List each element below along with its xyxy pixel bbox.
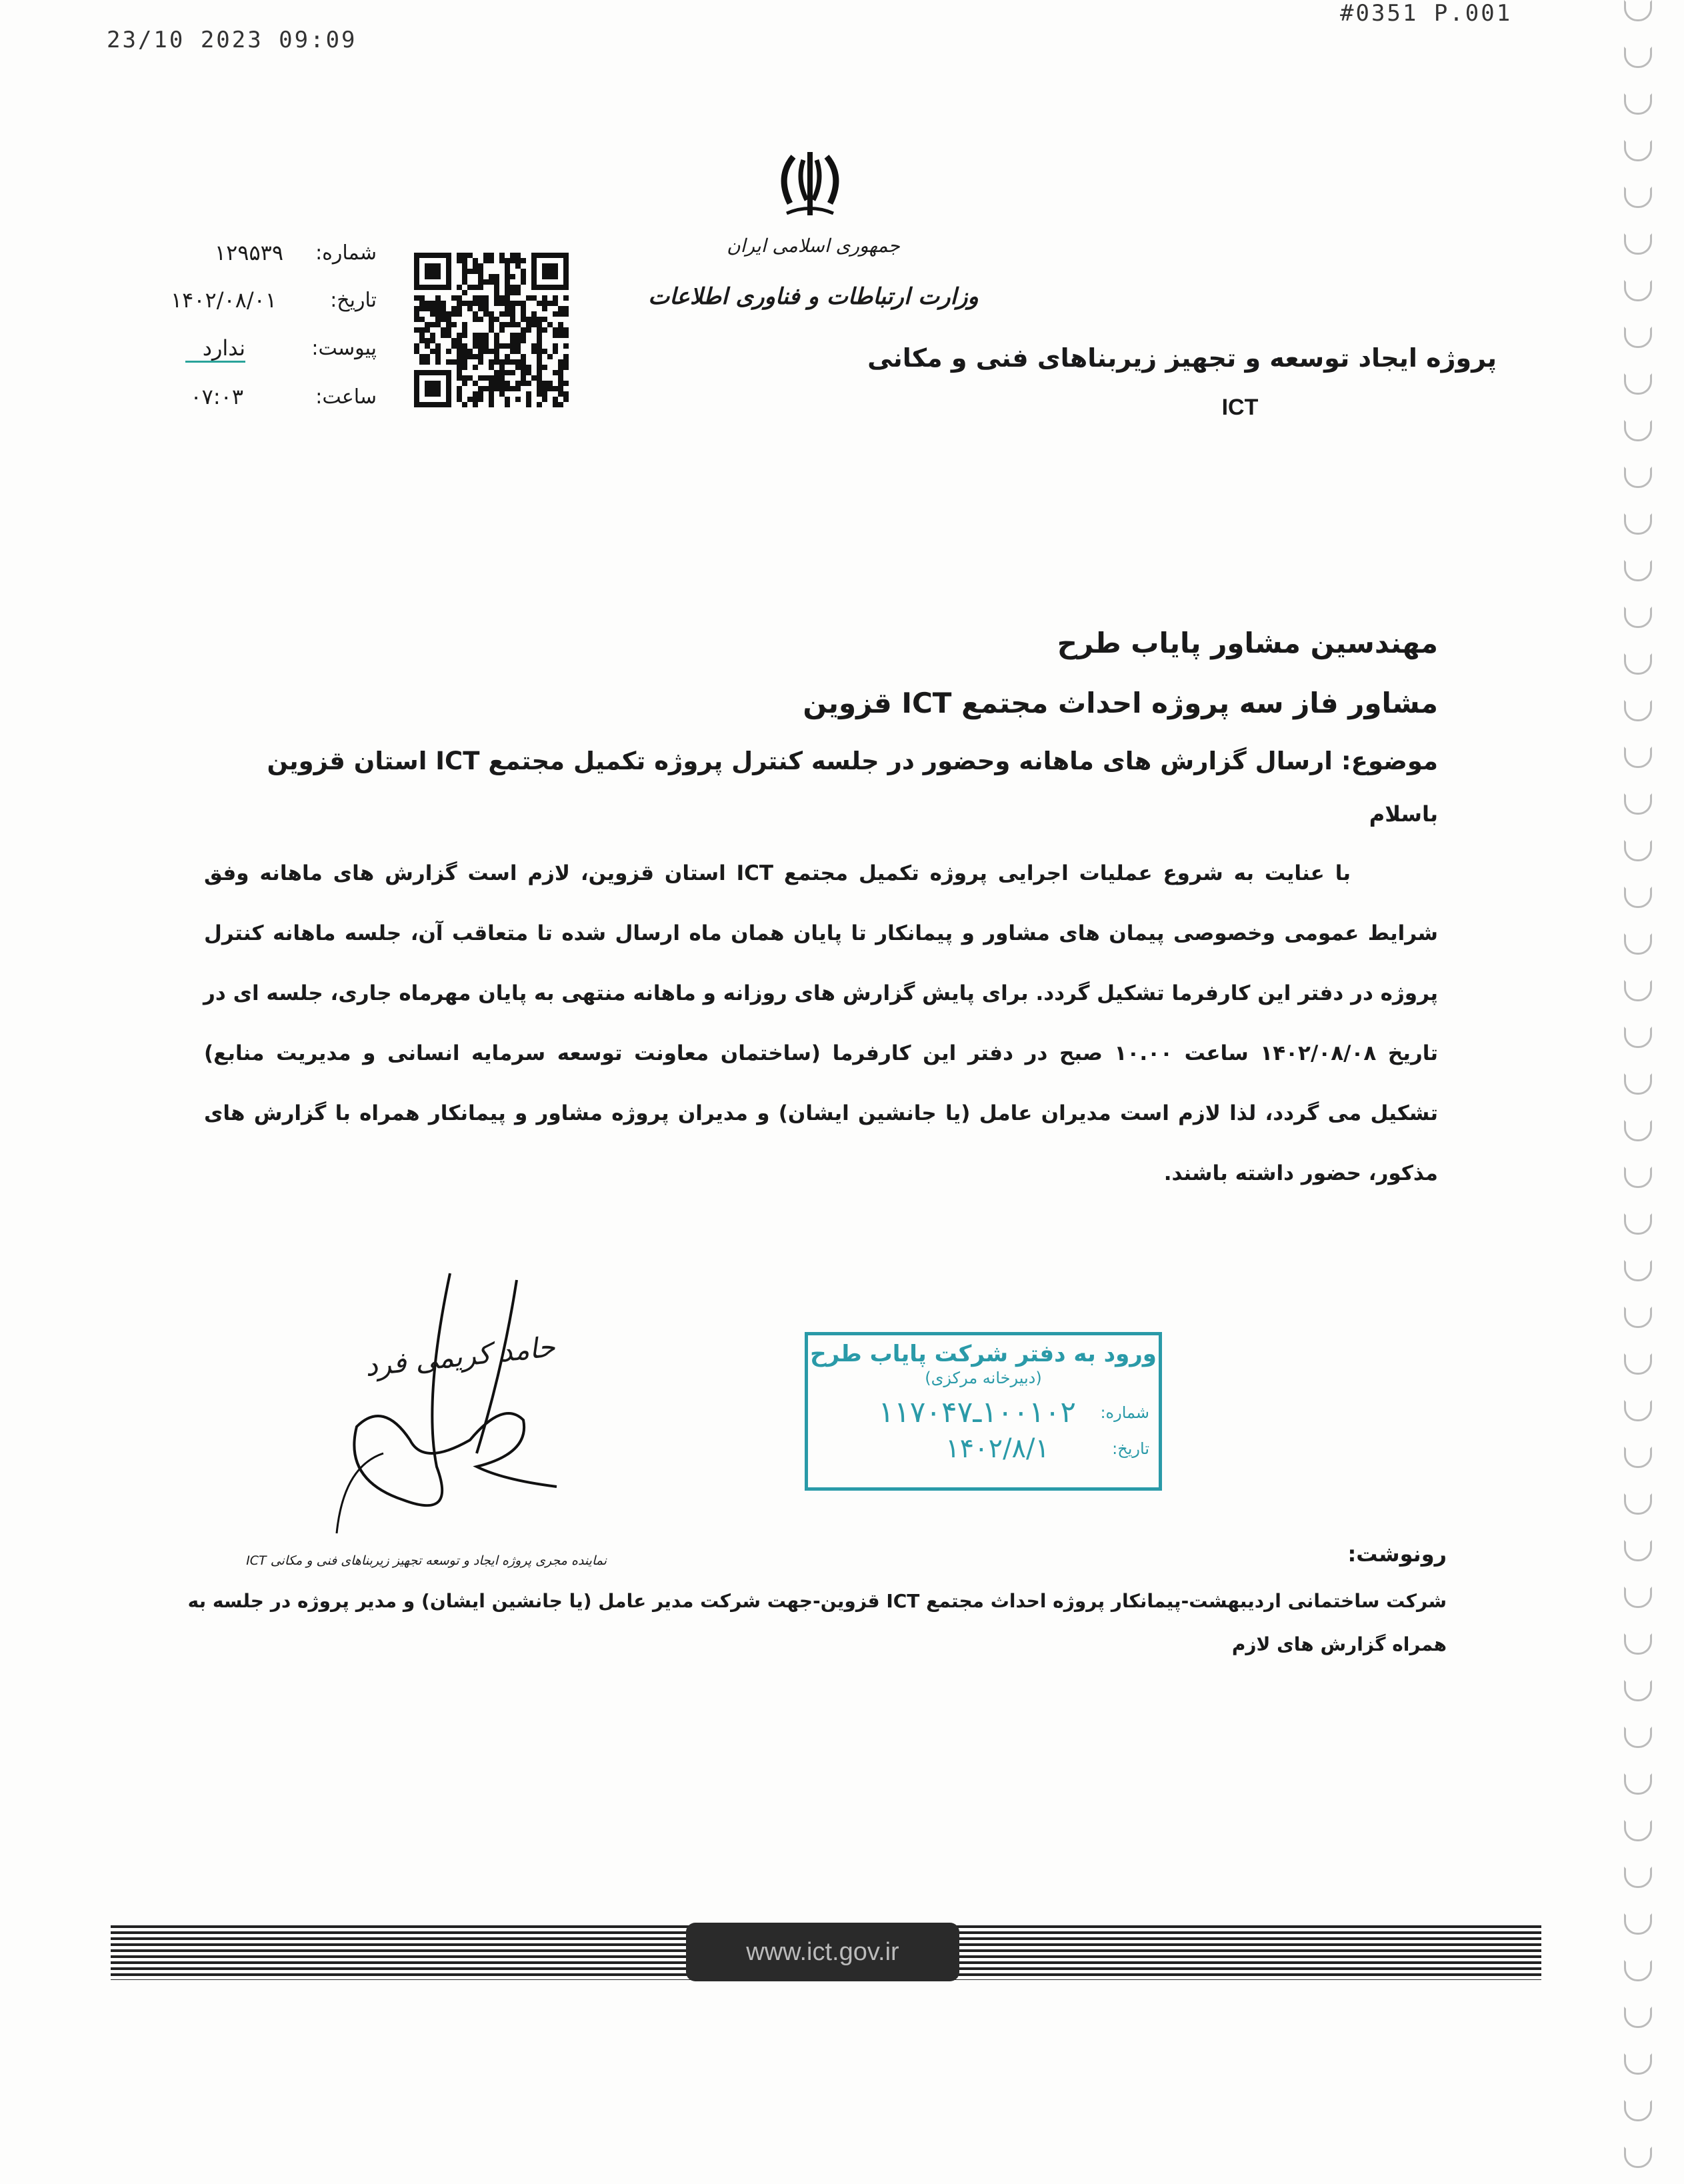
stamp-date: ۱۴۰۲/۸/۱ <box>945 1433 1049 1464</box>
perforation-hole <box>1624 607 1652 628</box>
perforation-hole <box>1624 933 1652 955</box>
iran-emblem-icon <box>767 147 853 227</box>
attachment-label: پیوست: <box>311 337 377 360</box>
perforation-hole <box>1624 980 1652 1001</box>
perforation-hole <box>1624 1680 1652 1701</box>
perforation-hole <box>1624 1587 1652 1608</box>
perforation-hole <box>1624 47 1652 68</box>
perforation-hole <box>1624 233 1652 255</box>
stamp-number-label: شماره: <box>1100 1403 1149 1422</box>
letter-date: ۱۴۰۲/۰۸/۰۱ <box>170 287 277 313</box>
perforation-hole <box>1624 1960 1652 1981</box>
date-label: تاریخ: <box>330 289 377 312</box>
perforation-hole <box>1624 2007 1652 2028</box>
perforation-hole <box>1624 327 1652 348</box>
perforation-hole <box>1624 1260 1652 1281</box>
body-line: با عنایت به شروع عملیات اجرایی پروژه تکمیل مجتمع ICT استان قزوین، لازم است گزارش های ماهانه وفق <box>204 861 1351 885</box>
perforation-hole <box>1624 747 1652 768</box>
perforation-hole <box>1624 93 1652 115</box>
perforation-hole <box>1624 2147 1652 2168</box>
project-title: پروژه ایجاد توسعه و تجهیز زیربناهای فنی و مکانی <box>867 343 1497 373</box>
cc-line1: شرکت ساختمانی اردیبهشت-پیمانکار پروژه احداث مجتمع ICT قزوین-جهت شرکت مدیر عامل (یا جانشین ایشان) و مدیر پروژه در جلسه به <box>187 1590 1447 1612</box>
addressee-line1: مهندسین مشاور پایاب طرح <box>1057 627 1438 659</box>
perforation-hole <box>1624 700 1652 721</box>
stamp-subtitle: (دبیرخانه مرکزی) <box>925 1369 1042 1387</box>
perforation-hole <box>1624 1540 1652 1561</box>
perforation-hole <box>1624 840 1652 861</box>
perforation-hole <box>1624 1213 1652 1235</box>
letter-time: ۰۷:۰۳ <box>190 384 243 409</box>
perforation-hole <box>1624 467 1652 488</box>
perforation-hole <box>1624 793 1652 815</box>
stamp-title: ورود به دفتر شرکت پایاب طرح <box>810 1341 1157 1367</box>
addressee-line2: مشاور فاز سه پروژه احداث مجتمع ICT قزوین <box>803 687 1438 719</box>
perforation-hole <box>1624 2053 1652 2075</box>
perforation-hole <box>1624 887 1652 908</box>
number-label: شماره: <box>315 241 377 265</box>
perforation-hole <box>1624 1820 1652 1841</box>
perforation-hole <box>1624 1353 1652 1375</box>
perforation-hole <box>1624 1727 1652 1748</box>
perforation-hole <box>1624 1633 1652 1655</box>
perforation-hole <box>1624 1493 1652 1515</box>
stamp-date-label: تاریخ: <box>1112 1439 1149 1458</box>
perforation-hole <box>1624 1773 1652 1795</box>
perforation-hole <box>1624 140 1652 161</box>
perforation-hole <box>1624 1400 1652 1421</box>
project-subtitle: ICT <box>1221 395 1259 420</box>
perforation-hole <box>1624 2100 1652 2121</box>
fax-page-ref: #0351 P.001 <box>1340 0 1513 27</box>
perforation-hole <box>1624 420 1652 441</box>
signature-name: حامد کریمی فرد <box>363 1330 557 1383</box>
perforation-edge <box>1624 0 1651 2184</box>
body-line: مذکور، حضور داشته باشند. <box>1163 1161 1438 1185</box>
cc-line2: همراه گزارش های لازم <box>1231 1633 1447 1655</box>
perforation-hole <box>1624 1027 1652 1048</box>
footer-website[interactable]: www.ict.gov.ir <box>686 1923 959 1981</box>
perforation-hole <box>1624 1867 1652 1888</box>
received-stamp <box>805 1332 1162 1491</box>
perforation-hole <box>1624 1167 1652 1188</box>
body-line: تاریخ ۱۴۰۲/۰۸/۰۸ ساعت ۱۰.۰۰ صبح در دفتر این کارفرما (ساختمان معاونت توسعه سرمایه انسانی و مدیریت منابع) <box>204 1041 1439 1065</box>
attachment-value: ندارد <box>185 335 245 363</box>
signature <box>303 1267 610 1547</box>
greeting: باسلام <box>1369 801 1438 827</box>
subject-line: موضوع: ارسال گزارش های ماهانه وحضور در جلسه کنترل پروژه تکمیل مجتمع ICT استان قزوین <box>267 747 1438 775</box>
cc-label: رونوشت: <box>1347 1541 1447 1567</box>
signatory-title: نماینده مجری پروژه ایجاد و توسعه تجهیز زیربناهای فنی و مکانی ICT <box>246 1553 607 1568</box>
stamp-number: ۱۰۰۱۰۲ـ۱۱۷۰۴۷ <box>878 1395 1076 1429</box>
perforation-hole <box>1624 0 1652 21</box>
republic-text: جمهوری اسلامی ایران <box>727 235 900 257</box>
perforation-hole <box>1624 1073 1652 1095</box>
perforation-hole <box>1624 1913 1652 1935</box>
perforation-hole <box>1624 373 1652 395</box>
time-label: ساعت: <box>315 385 377 409</box>
perforation-hole <box>1624 560 1652 581</box>
body-line: پروژه در دفتر این کارفرما تشکیل گردد. برای پایش گزارش های روزانه و ماهانه منتهی به پایان مهرماه جاری، جلسه ای در <box>203 981 1438 1005</box>
perforation-hole <box>1624 1447 1652 1468</box>
perforation-hole <box>1624 187 1652 208</box>
perforation-hole <box>1624 280 1652 301</box>
letter-number: ۱۲۹۵۳۹ <box>214 240 283 265</box>
qr-code <box>414 253 569 407</box>
perforation-hole <box>1624 513 1652 535</box>
perforation-hole <box>1624 1120 1652 1141</box>
perforation-hole <box>1624 1307 1652 1328</box>
body-line: تشکیل می گردد، لذا لازم است مدیران عامل (یا جانشین ایشان) و مدیران پروژه مشاور و پیمانکار همراه با گزارش های <box>204 1101 1438 1125</box>
fax-datetime: 23/10 2023 09:09 <box>107 27 357 53</box>
perforation-hole <box>1624 653 1652 675</box>
ministry-text: وزارت ارتباطات و فناوری اطلاعات <box>648 283 979 310</box>
body-line: شرایط عمومی وخصوصی پیمان های مشاور و پیمانکار تا پایان همان ماه ارسال شده تا متعاقب آن، جلسه ماهانه کنترل <box>204 921 1438 945</box>
